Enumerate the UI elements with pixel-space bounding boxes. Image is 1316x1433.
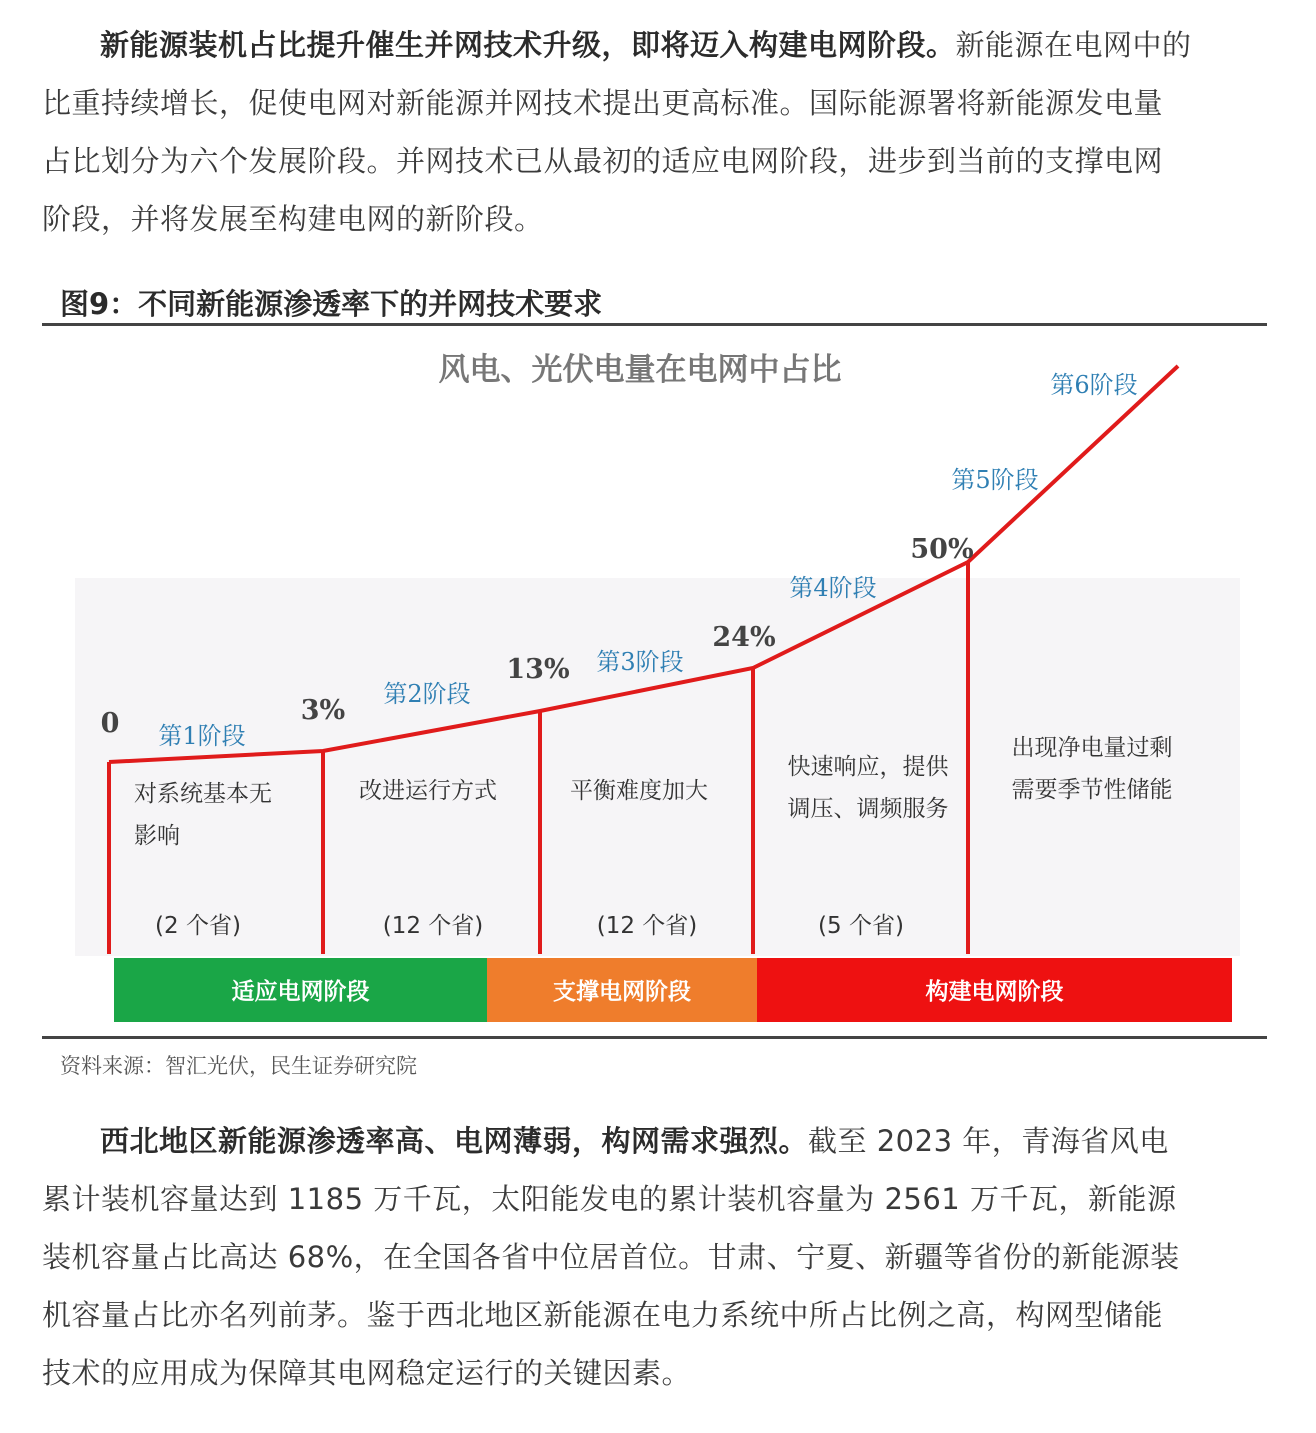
threshold-label-2: 13% — [506, 654, 570, 685]
stage-description-1-line-0: 改进运行方式 — [359, 778, 497, 804]
intro-body: 新能源在电网中的比重持续增长，促使电网对新能源并网技术提出更高标准。国际能源署将新能源发电量占比划分为六个发展阶段。并网技术已从最初的适应电网阶段，进步到当前的支撑电网阶段，并将发展至构建电网的新阶段。 — [42, 28, 1192, 236]
stage-label-3: 第4阶段 — [789, 574, 877, 602]
figure-caption: 图9：不同新能源渗透率下的并网技术要求 — [60, 287, 603, 321]
band-label-2: 构建电网阶段 — [925, 979, 1064, 1005]
stage-description-3-line-1: 调压、调频服务 — [787, 796, 949, 822]
stage-label-4: 第5阶段 — [951, 466, 1039, 494]
intro-lead: 新能源装机占比提升催生并网技术升级，即将迈入构建电网阶段。 — [100, 28, 956, 62]
stage-description-0-line-0: 对系统基本无 — [134, 781, 272, 807]
stage-description-4-line-1: 需要季节性储能 — [1011, 777, 1173, 803]
stage-description-4-line-0: 出现净电量过剩 — [1011, 735, 1173, 761]
figure-bottom-rule — [42, 1036, 1267, 1039]
stage-description-0-line-1: 影响 — [134, 823, 180, 849]
northwest-paragraph — [42, 1112, 1192, 1402]
threshold-label-1: 3% — [300, 695, 346, 726]
band-label-0: 适应电网阶段 — [231, 979, 370, 1005]
threshold-label-0: 0 — [100, 708, 120, 739]
threshold-label-4: 50% — [910, 534, 974, 565]
stage-province-count-0: (2 个省) — [155, 913, 241, 939]
stage-province-count-1: (12 个省) — [382, 913, 484, 939]
stage-label-5: 第6阶段 — [1050, 371, 1138, 399]
stage-label-2: 第3阶段 — [596, 648, 684, 676]
intro-paragraph — [42, 16, 1192, 248]
stage-label-1: 第2阶段 — [383, 680, 471, 708]
stage-description-2-line-0: 平衡难度加大 — [570, 778, 708, 804]
northwest-body: 截至 2023 年，青海省风电累计装机容量达到 1185 万千瓦，太阳能发电的累计装机容量为 2561 万千瓦，新能源装机容量占比高达 68%，在全国各省中位居首位。甘肃、宁夏、新疆等省份的新能源装机容量占比亦名列前茅。鉴于西北地区新能源在电力系统中所占比例之高，构网型储能技术的应用成为保障其电网稳定运行的关键因素。 — [42, 1124, 1180, 1390]
stage-province-count-3: (5 个省) — [818, 913, 904, 939]
chart-title: 风电、光伏电量在电网中占比 — [438, 352, 842, 388]
band-label-1: 支撑电网阶段 — [553, 979, 691, 1005]
threshold-label-3: 24% — [712, 622, 776, 653]
figure-source: 资料来源：智汇光伏，民生证券研究院 — [60, 1054, 417, 1078]
stage-description-3-line-0: 快速响应，提供 — [787, 754, 949, 780]
stage-chart — [42, 326, 1267, 1034]
northwest-lead: 西北地区新能源渗透率高、电网薄弱，构网需求强烈。 — [100, 1124, 809, 1158]
chart-background — [75, 578, 1240, 956]
stage-province-count-2: (12 个省) — [596, 913, 698, 939]
stage-label-0: 第1阶段 — [158, 722, 246, 750]
